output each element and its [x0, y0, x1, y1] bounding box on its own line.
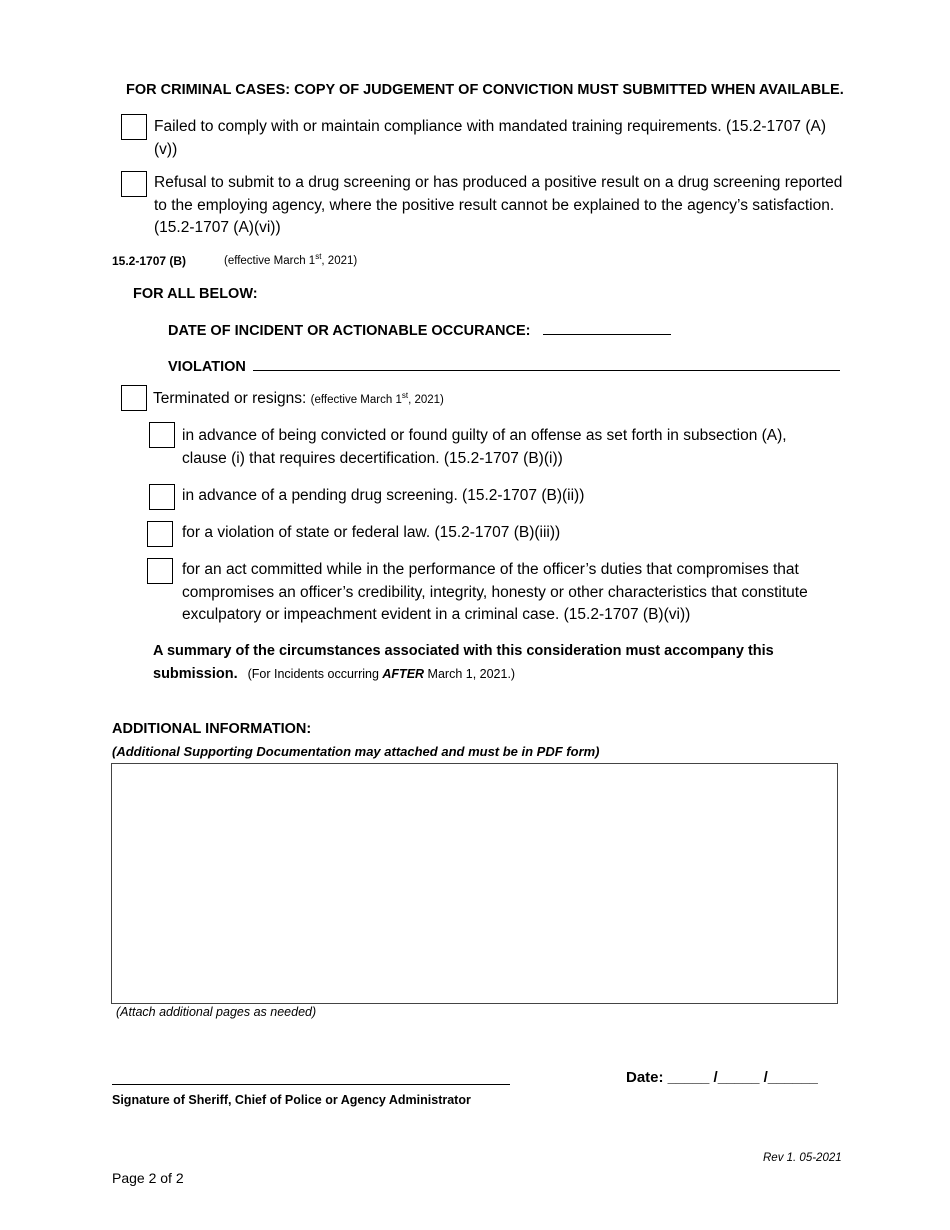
checkbox-advance-of-conviction[interactable]	[149, 422, 175, 448]
officer-duties-act-text: for an act committed while in the performance of the officer’s duties that compromises that compromises an officer’s credibility, integrity, honesty or other characteristics that constitute exculpatory or impeachment evident in a criminal case. (15.2-1707 (B)(vi))	[182, 561, 808, 623]
checkbox-officer-duties-act[interactable]	[147, 558, 173, 584]
violation-input[interactable]	[253, 356, 840, 371]
checkbox-drug-screening-refusal[interactable]	[121, 171, 147, 197]
summary-note: (For Incidents occurring AFTER March 1, 2021.)	[247, 667, 516, 681]
additional-information-title: ADDITIONAL INFORMATION:	[112, 721, 312, 737]
checkbox-failed-training[interactable]	[121, 114, 147, 140]
failed-training-text: Failed to comply with or maintain compliance with mandated training requirements. (15.2-1707 (A)(v))	[154, 118, 826, 158]
signature-label: Signature of Sheriff, Chief of Police or Agency Administrator	[112, 1093, 471, 1107]
section-b-effective: (effective March 1st, 2021)	[224, 252, 358, 267]
date-of-incident-label: DATE OF INCIDENT OR ACTIONABLE OCCURANCE:	[168, 323, 531, 339]
criminal-cases-heading: FOR CRIMINAL CASES: COPY OF JUDGEMENT OF CONVICTION MUST SUBMITTED WHEN AVAILABLE.	[126, 82, 844, 98]
revision-label: Rev 1. 05-2021	[763, 1152, 842, 1164]
drug-screening-refusal-text: Refusal to submit to a drug screening or has produced a positive result on a drug screening reported to the employing agency, where the positive result cannot be explained to the agency’s satisfaction. (15.2-1707 (A)(vi))	[154, 174, 843, 236]
for-all-below-heading: FOR ALL BELOW:	[133, 286, 258, 302]
advance-of-conviction-text: in advance of being convicted or found guilty of an offense as set forth in subsection (A), clause (i) that requires decertification. (15.2-1707 (B)(i))	[182, 427, 787, 467]
terminated-or-resigns-label: Terminated or resigns: (effective March 1st, 2021)	[153, 390, 444, 407]
violation-field	[168, 356, 840, 375]
summary-requirement: A summary of the circumstances associated with this consideration must accompany this submission. (For Incidents occurring AFTER March 1, 2021.)	[153, 643, 774, 682]
checkbox-violation-of-law[interactable]	[147, 521, 173, 547]
violation-of-law-text: for a violation of state or federal law. (15.2-1707 (B)(iii))	[182, 524, 561, 541]
signature-line[interactable]	[112, 1084, 510, 1085]
date-of-incident-field	[168, 320, 671, 339]
date-of-incident-input[interactable]	[543, 320, 671, 335]
additional-information-textarea[interactable]	[111, 763, 838, 1004]
attach-pages-note: (Attach additional pages as needed)	[116, 1005, 317, 1019]
additional-information-note: (Additional Supporting Documentation may attached and must be in PDF form)	[112, 744, 600, 759]
violation-label: VIOLATION	[168, 359, 246, 375]
section-b-label: 15.2-1707 (B)	[112, 254, 187, 268]
pending-drug-screening-text: in advance of a pending drug screening. (15.2-1707 (B)(ii))	[182, 487, 585, 504]
page-number: Page 2 of 2	[112, 1170, 184, 1186]
date-field[interactable]: Date: _____ /_____ /______	[626, 1069, 818, 1086]
checkbox-pending-drug-screening[interactable]	[149, 484, 175, 510]
checkbox-terminated-or-resigns[interactable]	[121, 385, 147, 411]
